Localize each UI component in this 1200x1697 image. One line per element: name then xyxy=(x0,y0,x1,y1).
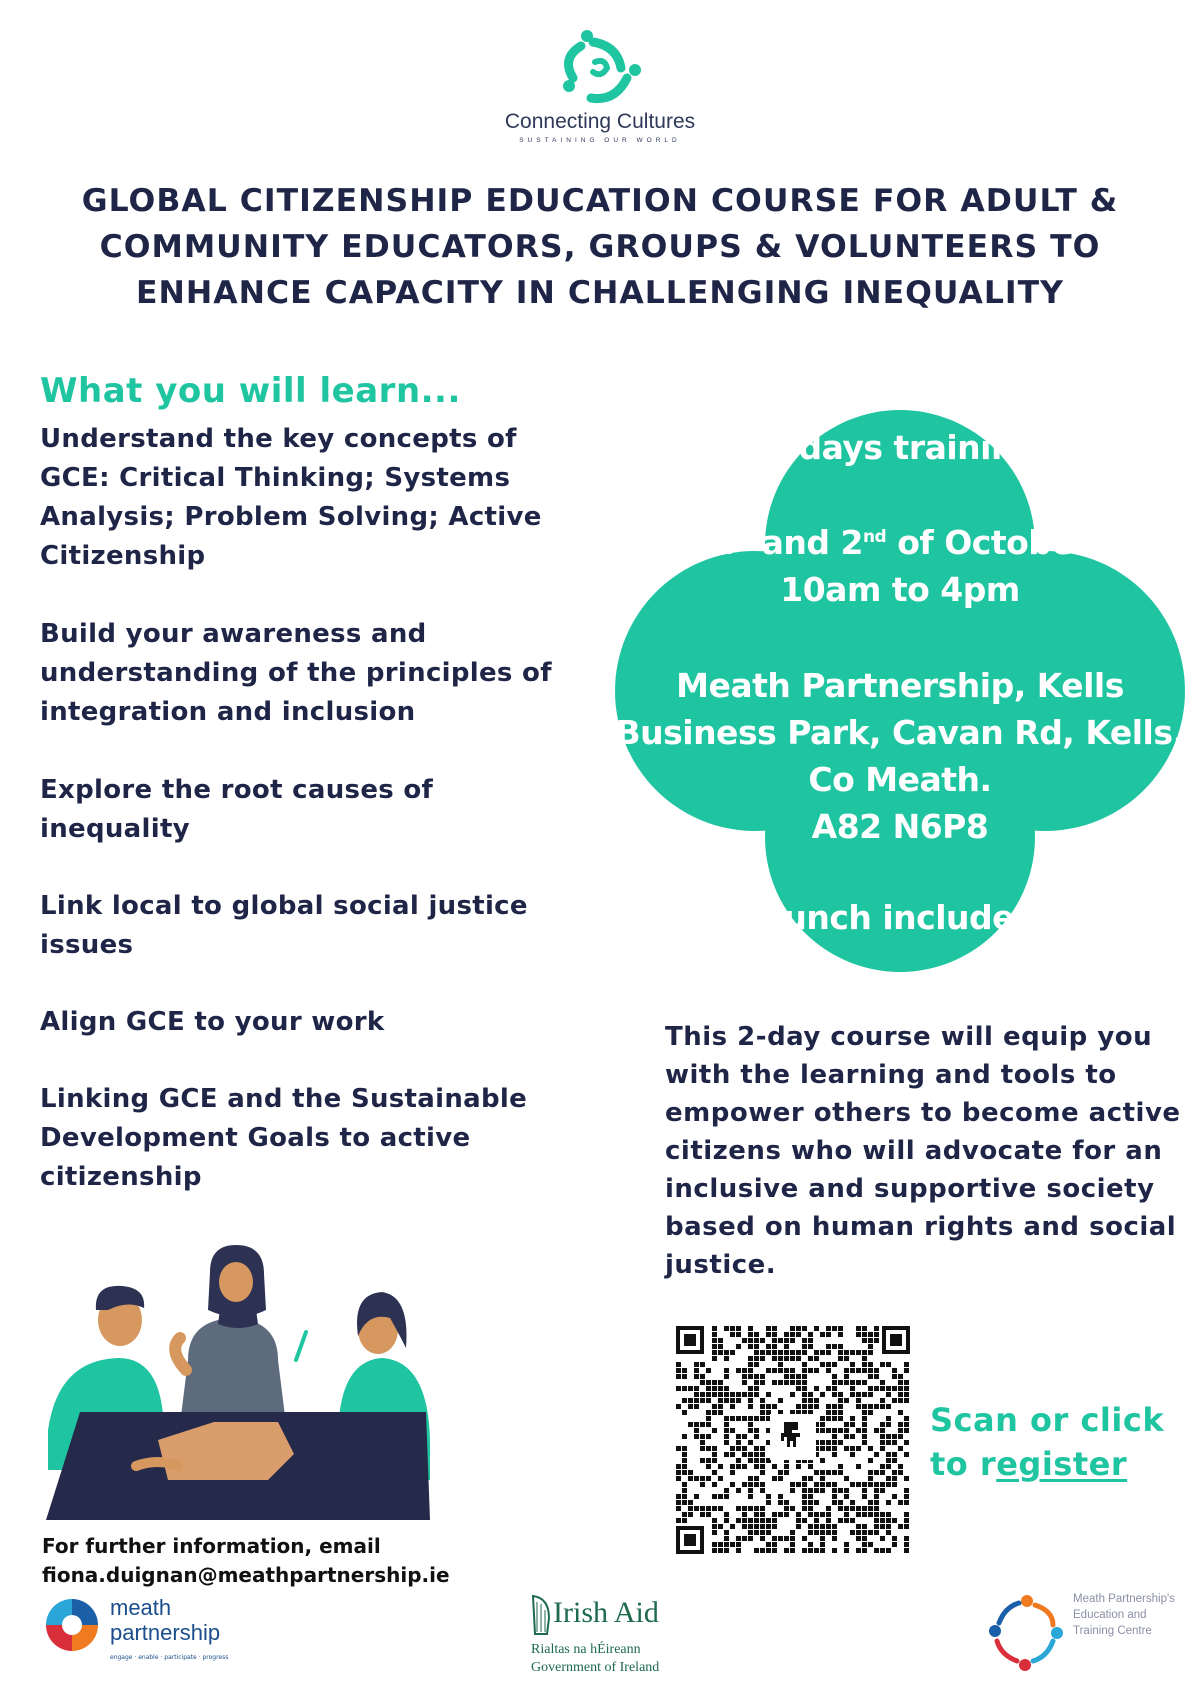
venue-line-2: Business Park, Cavan Rd, Kells, xyxy=(615,713,1185,752)
education-training-centre-logo xyxy=(985,1585,1185,1680)
learn-item: Understand the key concepts of GCE: Critical Thinking; Systems Analysis; Problem Solving; Active Citizenship xyxy=(40,424,542,571)
learn-item: Linking GCE and the Sustainable Development Goals to active citizenship xyxy=(40,1084,528,1192)
people-circle-icon xyxy=(555,28,645,108)
learn-item: Link local to global social justice issues xyxy=(40,891,528,960)
event-time: 10am to 4pm xyxy=(780,570,1020,609)
contact-line: For further information, email xyxy=(42,1534,381,1558)
meath-partnership-emblem-icon xyxy=(42,1595,102,1655)
irish-aid-line-2: Government of Ireland xyxy=(531,1660,660,1675)
irish-aid-name: Irish Aid xyxy=(553,1596,659,1629)
date-month: of October xyxy=(886,523,1090,562)
irish-aid-logo xyxy=(525,1590,705,1690)
scan-prefix: to r xyxy=(930,1445,997,1483)
venue-eircode: A82 N6P8 xyxy=(811,807,989,846)
brand-tagline: SUSTAINING OUR WORLD xyxy=(519,137,681,144)
people-circle-emblem-icon xyxy=(985,1589,1069,1673)
event-dates xyxy=(600,523,1200,562)
venue-line-1: Meath Partnership, Kells xyxy=(676,666,1124,705)
meath-partnership-logo xyxy=(42,1595,282,1665)
contact-info xyxy=(42,1532,450,1590)
contact-email[interactable]: fiona.duignan@meathpartnership.ie xyxy=(42,1563,450,1587)
register-call-to-action[interactable] xyxy=(930,1398,1164,1486)
course-description: This 2-day course will equip you with the learning and tools to empower others to become active citizens who will advocate for an inclusive and supportive society based on human rights and social justice. xyxy=(665,1022,1181,1280)
date-and: and 2 xyxy=(750,523,863,562)
training-duration: 2-days training xyxy=(762,428,1038,467)
lunch-note: Lunch included xyxy=(762,898,1038,937)
date-day1: 1 xyxy=(710,523,734,562)
meath-partnership-tagline: engage · enable · participate · progress xyxy=(110,1654,229,1661)
title-line-2: COMMUNITY EDUCATORS, GROUPS & VOLUNTEERS TO xyxy=(99,229,1101,265)
scan-line-1: Scan or click xyxy=(930,1401,1165,1439)
title-line-1: GLOBAL CITIZENSHIP EDUCATION COURSE FOR ADULT & xyxy=(81,183,1119,219)
date-sup2: nd xyxy=(862,527,887,547)
event-venue xyxy=(600,662,1200,850)
meath-partnership-name xyxy=(110,1595,220,1645)
learn-item: Build your awareness and understanding of the principles of integration and inclusion xyxy=(40,619,552,727)
learn-heading: What you will learn... xyxy=(40,371,461,411)
date-sup1: st xyxy=(733,527,751,547)
connecting-cultures-logo xyxy=(490,28,710,158)
meath-name-line-1: meath xyxy=(110,1595,172,1620)
page-title xyxy=(30,178,1170,316)
learn-item: Explore the root causes of inequality xyxy=(40,775,434,844)
register-link[interactable]: egister xyxy=(996,1445,1128,1483)
register-qr-code[interactable] xyxy=(676,1326,910,1554)
scan-line-2 xyxy=(930,1442,1164,1486)
meath-name-line-2: partnership xyxy=(110,1620,221,1645)
title-line-3: ENHANCE CAPACITY IN CHALLENGING INEQUALITY xyxy=(136,275,1064,311)
harp-icon xyxy=(529,1594,553,1636)
brand-name: Connecting Cultures xyxy=(504,110,696,133)
venue-line-3: Co Meath. xyxy=(808,760,992,799)
irish-aid-line-1: Rialtas na hÉireann xyxy=(531,1642,641,1657)
learn-item: Align GCE to your work xyxy=(40,1007,385,1037)
people-meeting-illustration xyxy=(38,1240,468,1530)
etc-name: Meath Partnership's Education and Training Centre xyxy=(1073,1593,1175,1637)
